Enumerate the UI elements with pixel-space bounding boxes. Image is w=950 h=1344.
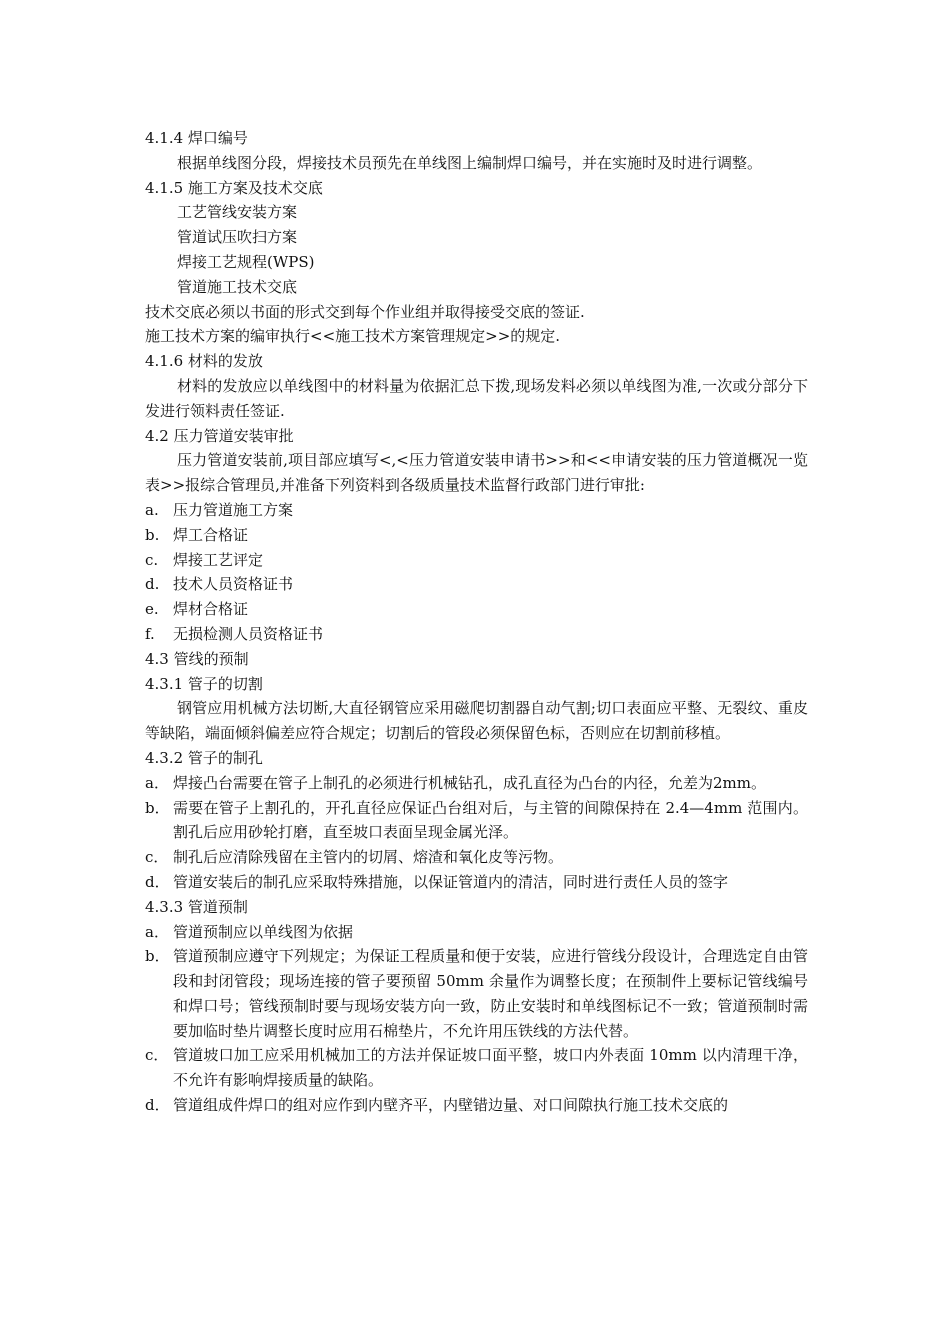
list-marker: d．	[145, 1096, 170, 1115]
list-marker: b.	[145, 525, 160, 544]
paragraph: 施工技术方案的编审执行<<施工技术方案管理规定>>的规定.	[145, 327, 561, 346]
list-item-text: 压力管道施工方案	[173, 500, 294, 519]
list-item-text: 需要在管子上割孔的，开孔直径应保证凸台组对后，与主管的间隙保持在 2.4—4mm 范围内。割孔后应用砂轮打磨，直至坡口表面呈现金属光泽。	[173, 798, 808, 842]
paragraph: 技术交底必须以书面的形式交到每个作业组并取得接受交底的签证.	[145, 302, 585, 321]
section-heading-4-3: 4.3 管线的预制	[145, 649, 249, 668]
paragraph: 压力管道安装前,项目部应填写<,<压力管道安装申请书>>和<<申请安装的压力管道概况一览表>>报综合管理员,并准备下列资料到各级质量技术监督行政部门进行审批:	[145, 451, 808, 495]
list-item	[145, 622, 808, 647]
list-item	[145, 572, 808, 597]
paragraph: 材料的发放应以单线图中的材料量为依据汇总下拨,现场发料必须以单线图为准,一次或分部分下发进行领料责任签证.	[145, 376, 808, 420]
list-item-text: 焊工合格证	[173, 525, 249, 544]
list-item-text: 管道坡口加工应采用机械加工的方法并保证坡口面平整，坡口内外表面 10mm 以内清理干净，不允许有影响焊接质量的缺陷。	[173, 1046, 808, 1090]
list-item	[145, 845, 808, 870]
list-item	[145, 771, 808, 796]
paragraph: 根据单线图分段，焊接技术员预先在单线图上编制焊口编号，并在实施时及时进行调整。	[177, 153, 763, 172]
list-marker: d.	[145, 575, 160, 594]
list-item	[145, 548, 808, 573]
sub-item: 管道施工技术交底	[177, 277, 298, 296]
list-item	[145, 870, 808, 895]
sub-item: 工艺管线安装方案	[177, 203, 298, 222]
list-item	[145, 523, 808, 548]
list-item-text: 无损检测人员资格证书	[173, 624, 324, 643]
section-heading-4-1-4: 4.1.4 焊口编号	[145, 129, 248, 147]
list-marker: b．	[145, 947, 170, 966]
list-marker: a．	[145, 773, 169, 792]
list-item	[145, 796, 808, 846]
list-item-text: 焊材合格证	[173, 600, 249, 619]
list-item-text: 管道预制应遵守下列规定；为保证工程质量和便于安装，应进行管线分段设计，合理选定自由管段和封闭管段；现场连接的管子要预留 50mm 余量作为调整长度；在预制件上要标记管线编号和焊口号；管线预制时要与现场安装方向一致，防止安装时和单线图标记不一致；管道预制时需要加临时垫片调整长度时应用石棉垫片，不允许用压铁线的方法代替。	[173, 947, 808, 1040]
list-item	[145, 1093, 808, 1118]
list-marker: b．	[145, 798, 170, 817]
list-item	[145, 498, 808, 523]
list-item-text: 技术人员资格证书	[173, 575, 294, 594]
list-item-text: 管道组成件焊口的组对应作到内壁齐平，内壁错边量、对口间隙执行施工技术交底的	[173, 1096, 729, 1115]
section-heading-4-1-5: 4.1.5 施工方案及技术交底	[145, 178, 323, 197]
list-marker: e.	[145, 600, 159, 619]
list-item-text: 管道预制应以单线图为依据	[173, 922, 354, 941]
list-marker: f.	[145, 624, 155, 643]
list-item	[145, 1043, 808, 1093]
sub-item: 焊接工艺规程(WPS)	[177, 252, 315, 271]
list-marker: c．	[145, 848, 169, 867]
section-heading-4-3-2: 4.3.2 管子的制孔	[145, 748, 263, 767]
list-item-text: 管道安装后的制孔应采取特殊措施，以保证管道内的清洁，同时进行责任人员的签字	[173, 872, 729, 891]
document-body	[145, 126, 808, 1118]
list-marker: a.	[145, 500, 159, 519]
list-item-text: 焊接凸台需要在管子上制孔的必须进行机械钻孔，成孔直径为凸台的内径，允差为2mm。	[173, 773, 766, 792]
list-marker: a．	[145, 922, 169, 941]
sub-item: 管道试压吹扫方案	[177, 228, 298, 247]
section-heading-4-3-3: 4.3.3 管道预制	[145, 897, 248, 916]
list-item	[145, 920, 808, 945]
list-marker: c.	[145, 550, 159, 569]
list-item	[145, 944, 808, 1043]
list-item-text: 焊接工艺评定	[173, 550, 264, 569]
section-heading-4-2: 4.2 压力管道安装审批	[145, 426, 294, 445]
list-marker: c．	[145, 1046, 169, 1065]
list-item-text: 制孔后应清除残留在主管内的切屑、熔渣和氧化皮等污物。	[173, 848, 564, 867]
section-heading-4-1-6: 4.1.6 材料的发放	[145, 352, 263, 371]
paragraph: 钢管应用机械方法切断,大直径钢管应采用磁爬切割器自动气割;切口表面应平整、无裂纹、重皮等缺陷，端面倾斜偏差应符合规定；切割后的管段必须保留色标，否则应在切割前移植。	[145, 699, 808, 743]
section-heading-4-3-1: 4.3.1 管子的切割	[145, 674, 263, 693]
list-marker: d．	[145, 872, 170, 891]
list-item	[145, 597, 808, 622]
